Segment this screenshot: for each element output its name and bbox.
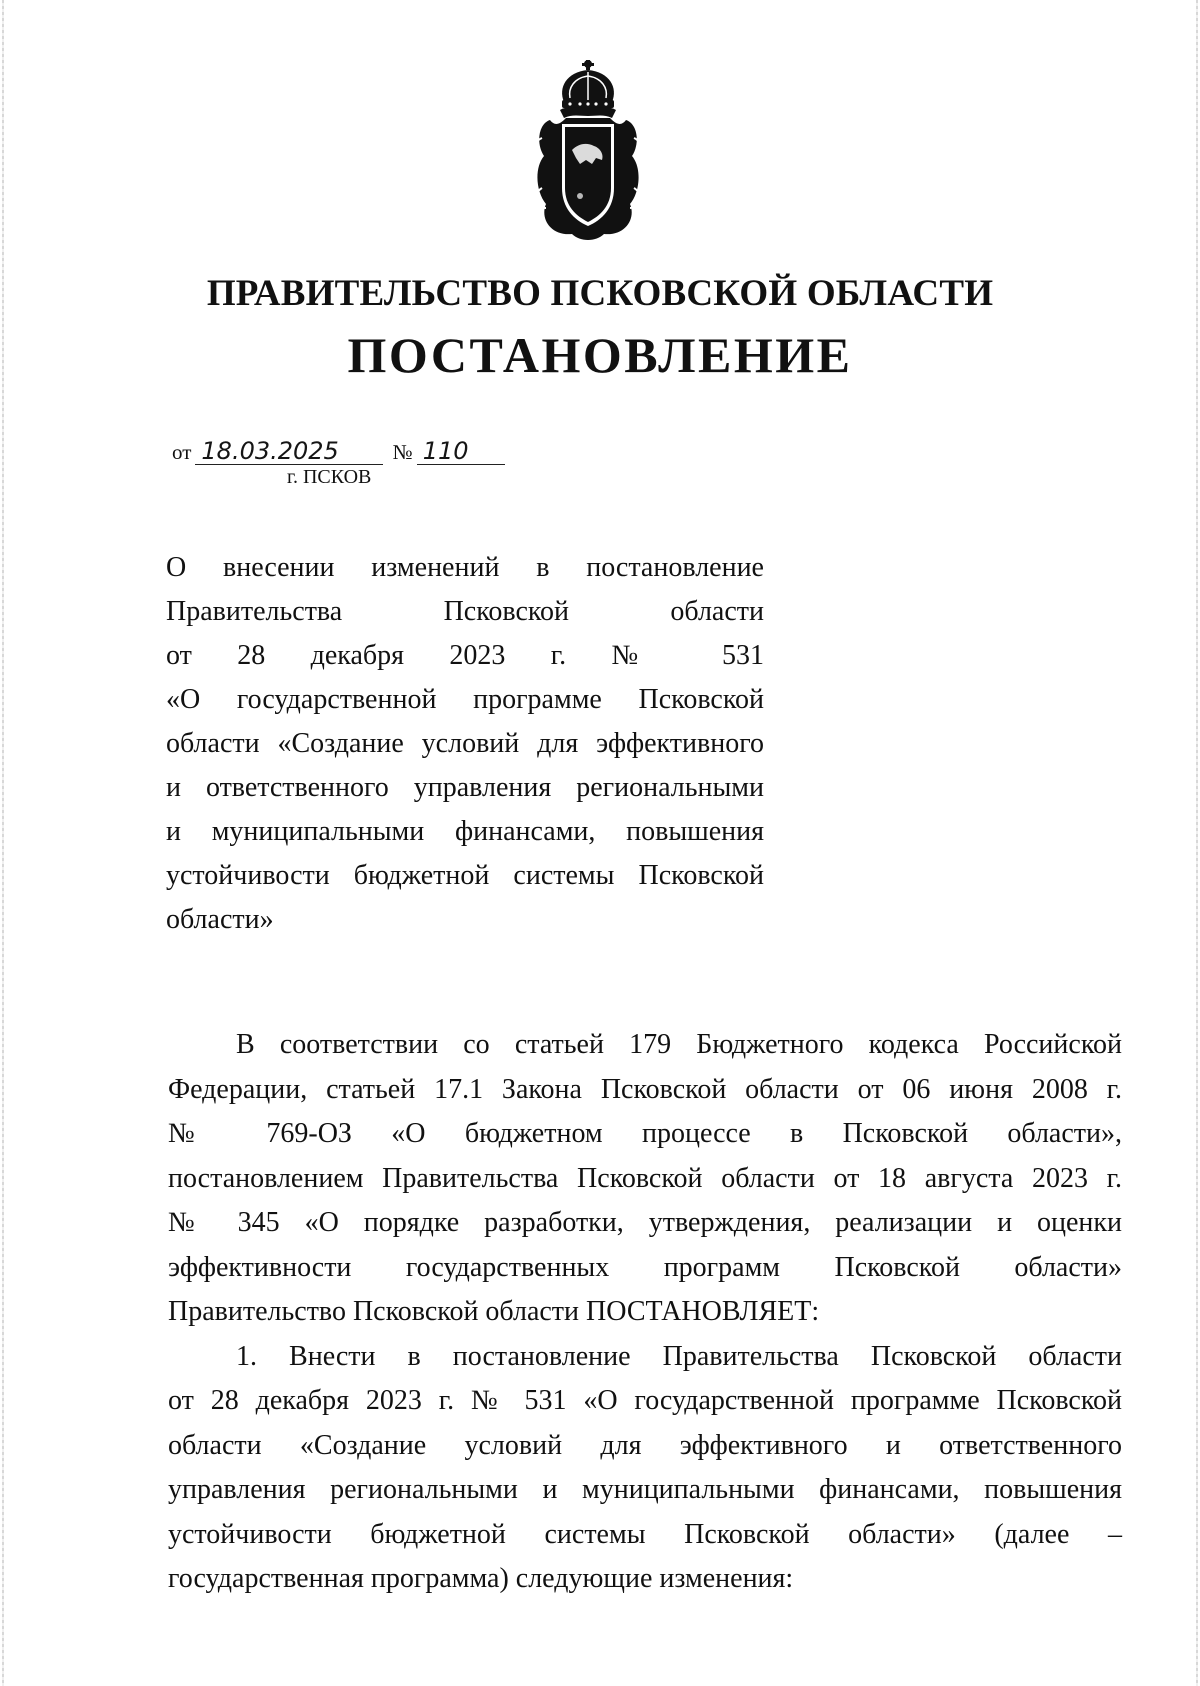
body-line: государственная программа) следующие изменения:: [168, 1563, 794, 1594]
subject-line: Правительства Псковской области: [166, 596, 764, 627]
org-title: ПРАВИТЕЛЬСТВО ПСКОВСКОЙ ОБЛАСТИ: [206, 273, 994, 314]
scan-edge-left: [2, 0, 4, 1686]
body-line: управления региональными и муниципальными финансами, повышения: [168, 1474, 1122, 1505]
date-prefix: от: [172, 440, 192, 464]
body-line: Федерации, статьей 17.1 Закона Псковской области от 06 июня 2008 г.: [168, 1073, 1122, 1105]
body-line: области «Создание условий для эффективного и ответственного: [168, 1429, 1122, 1461]
body-line: от 28 декабря 2023 г. № 531 «О государственной программе Псковской: [168, 1385, 1122, 1416]
body-line: Правительство Псковской области ПОСТАНОВЛЯЕТ:: [168, 1296, 820, 1327]
document-subject: [166, 546, 764, 942]
subject-line: от 28 декабря 2023 г. № 531: [166, 640, 764, 671]
subject-line: О внесении изменений в постановление: [166, 552, 764, 583]
document-date: 18.03.2025: [195, 438, 383, 465]
subject-line: устойчивости бюджетной системы Псковской: [166, 860, 764, 891]
document-body: [168, 1023, 1122, 1602]
body-line: В соответствии со статьей 179 Бюджетного кодекса Российской: [236, 1029, 1122, 1060]
date-number-line: [168, 438, 505, 465]
subject-line: и муниципальными финансами, повышения: [166, 816, 764, 847]
body-line: эффективности государственных программ Псковской области»: [168, 1251, 1122, 1283]
document-number: 110: [417, 438, 505, 465]
document-type: ПОСТАНОВЛЕНИЕ: [347, 327, 853, 383]
body-line: 1. Внести в постановление Правительства Псковской области: [236, 1340, 1122, 1372]
body-line: № 769-ОЗ «О бюджетном процессе в Псковской области»,: [168, 1118, 1122, 1149]
subject-line: «О государственной программе Псковской: [166, 684, 764, 715]
scan-edge-right: [1196, 0, 1198, 1686]
body-line: устойчивости бюджетной системы Псковской области» (далее –: [168, 1518, 1122, 1550]
pskov-coat-of-arms-icon: [530, 58, 646, 244]
subject-line: области «Создание условий для эффективного: [166, 728, 764, 759]
number-prefix: №: [392, 440, 413, 464]
document-city: г. ПСКОВ: [287, 466, 372, 488]
body-line: постановлением Правительства Псковской области от 18 августа 2023 г.: [168, 1162, 1122, 1194]
body-line: № 345 «О порядке разработки, утверждения, реализации и оценки: [168, 1207, 1122, 1238]
subject-line: области»: [166, 904, 274, 935]
subject-line: и ответственного управления региональными: [166, 772, 764, 803]
